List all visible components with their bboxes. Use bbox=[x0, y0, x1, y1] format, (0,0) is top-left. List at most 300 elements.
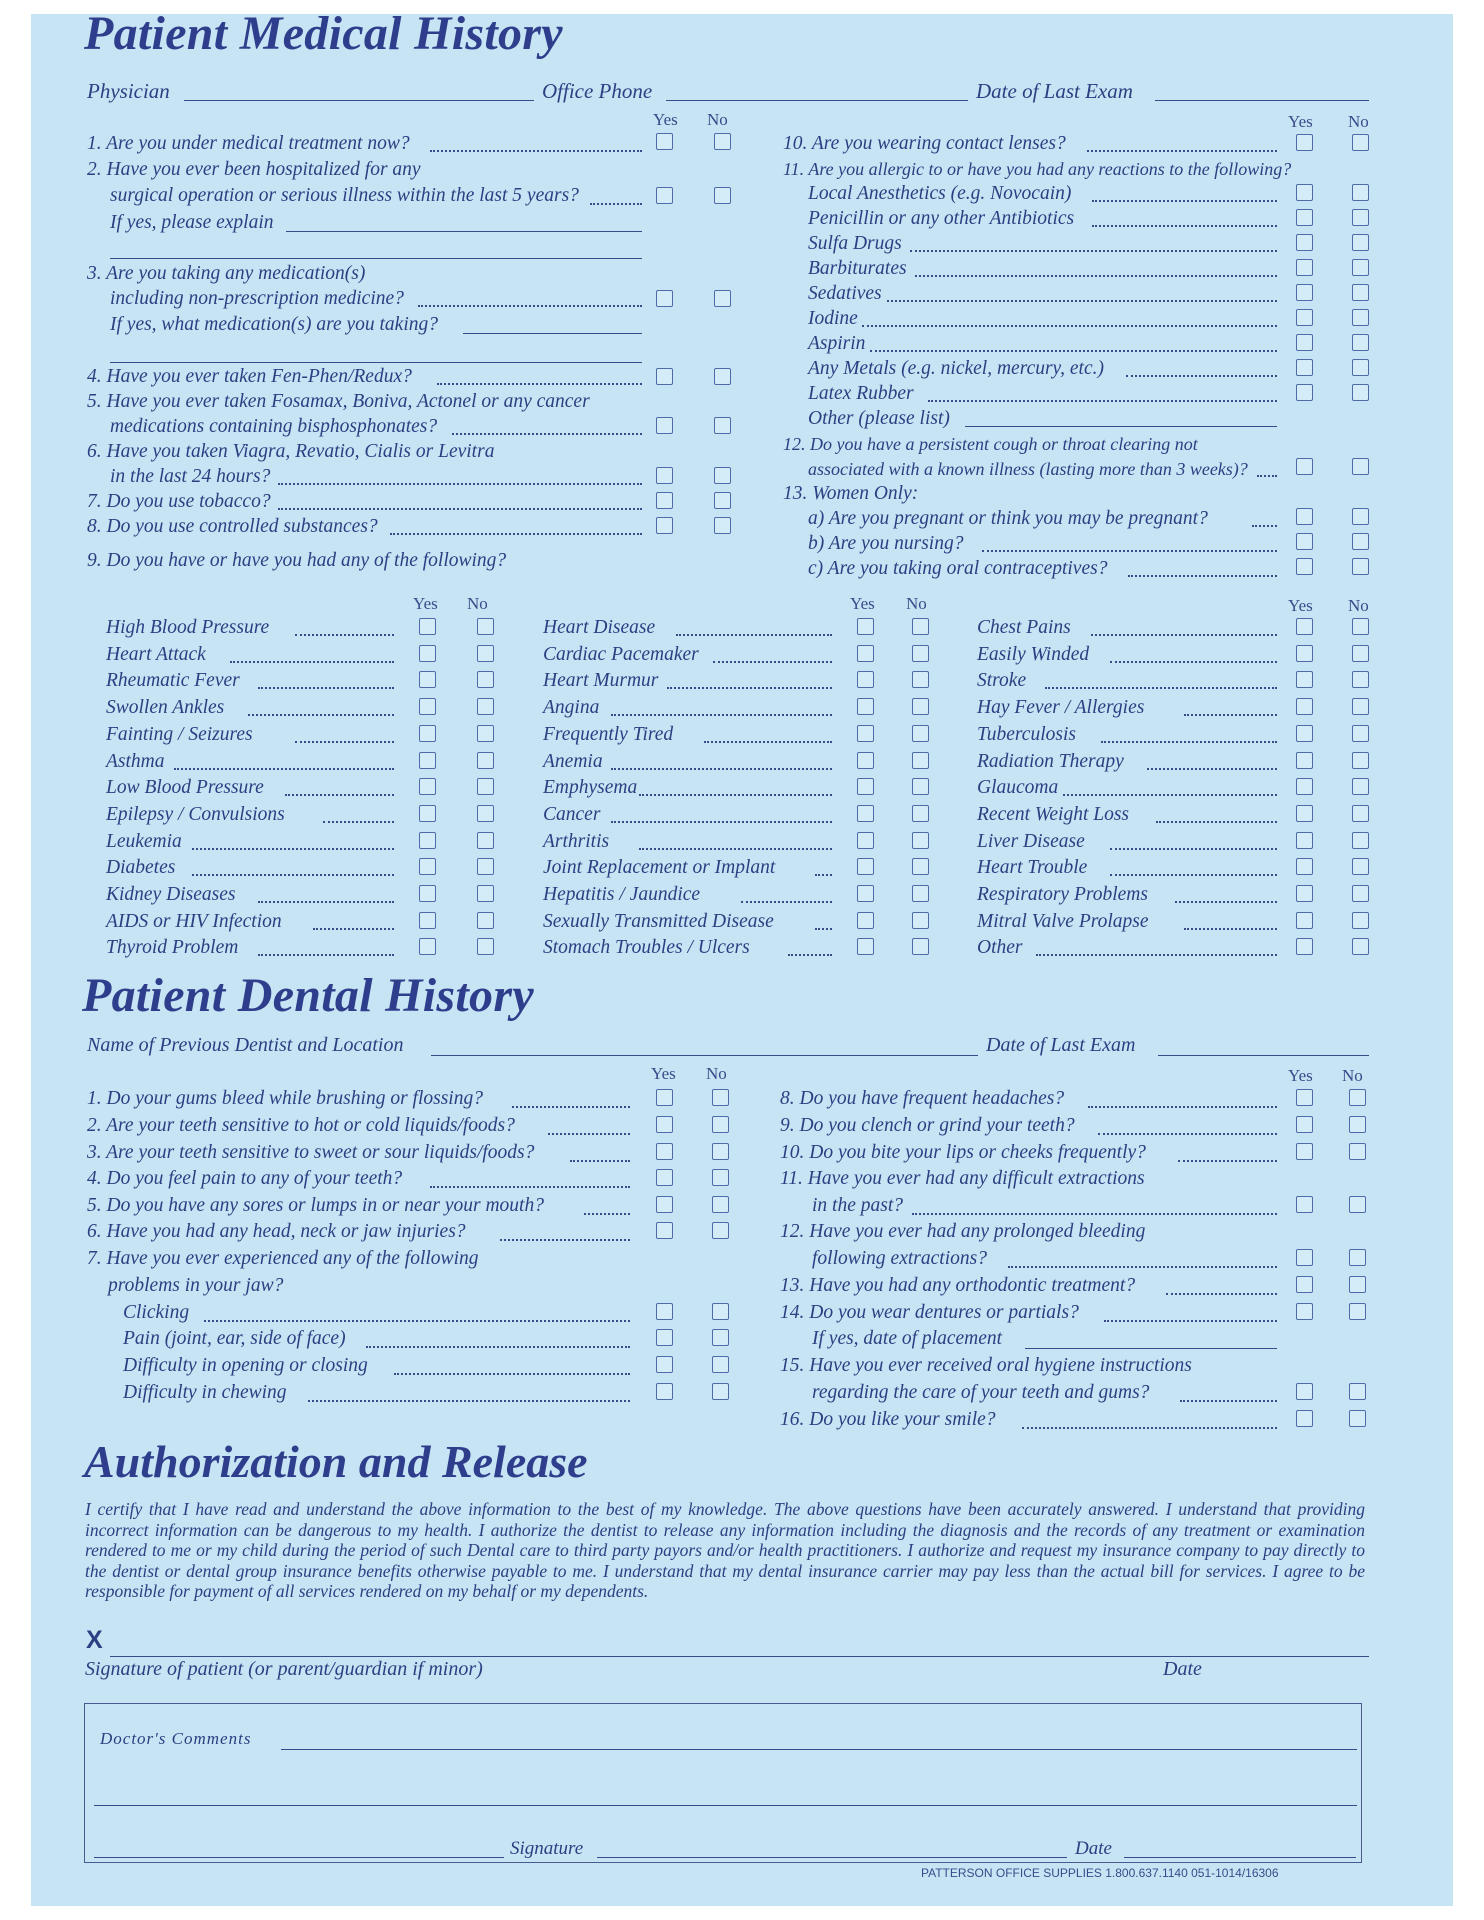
yes-checkbox[interactable] bbox=[1296, 1383, 1313, 1400]
condition-no-checkbox[interactable] bbox=[1352, 671, 1369, 688]
dental-question: Difficulty in chewing bbox=[123, 1382, 287, 1403]
no-header: No bbox=[1348, 112, 1369, 131]
dental-question: 8. Do you have frequent headaches? bbox=[780, 1088, 1065, 1109]
condition-no-checkbox[interactable] bbox=[912, 698, 929, 715]
condition-no-checkbox[interactable] bbox=[912, 725, 929, 742]
authorization-title: Authorization and Release bbox=[84, 1436, 588, 1487]
condition-yes-checkbox[interactable] bbox=[419, 778, 436, 795]
condition-label: Arthritis bbox=[543, 831, 610, 852]
condition-label: AIDS or HIV Infection bbox=[106, 911, 282, 932]
no-checkbox[interactable] bbox=[714, 467, 731, 484]
condition-label: Kidney Diseases bbox=[106, 884, 236, 905]
yes-checkbox[interactable] bbox=[656, 467, 673, 484]
other-allergy-field[interactable] bbox=[965, 426, 1277, 427]
condition-label: Mitral Valve Prolapse bbox=[977, 911, 1149, 932]
dental-question: 11. Have you ever had any difficult extractions bbox=[780, 1168, 1145, 1189]
no-checkbox[interactable] bbox=[1352, 558, 1369, 575]
explain-field-line2[interactable] bbox=[110, 258, 642, 259]
allergy-label: Penicillin or any other Antibiotics bbox=[808, 208, 1075, 229]
condition-no-checkbox[interactable] bbox=[477, 805, 494, 822]
allergy-label: Iodine bbox=[808, 308, 858, 329]
denture-date-field[interactable] bbox=[1025, 1348, 1277, 1349]
leader-dots bbox=[741, 901, 832, 903]
no-checkbox[interactable] bbox=[712, 1169, 729, 1186]
no-checkbox[interactable] bbox=[1352, 458, 1369, 475]
yes-checkbox[interactable] bbox=[656, 1329, 673, 1346]
yes-checkbox[interactable] bbox=[1296, 1196, 1313, 1213]
condition-yes-checkbox[interactable] bbox=[1296, 885, 1313, 902]
condition-yes-checkbox[interactable] bbox=[419, 725, 436, 742]
patient-signature-field[interactable] bbox=[110, 1656, 1369, 1657]
condition-yes-checkbox[interactable] bbox=[1296, 938, 1313, 955]
no-checkbox[interactable] bbox=[1352, 359, 1369, 376]
leader-dots bbox=[862, 325, 1277, 327]
condition-no-checkbox[interactable] bbox=[1352, 938, 1369, 955]
no-checkbox[interactable] bbox=[712, 1196, 729, 1213]
yes-checkbox[interactable] bbox=[1296, 259, 1313, 276]
yes-checkbox[interactable] bbox=[656, 1143, 673, 1160]
yes-checkbox[interactable] bbox=[1296, 533, 1313, 550]
leader-dots bbox=[1110, 848, 1277, 850]
condition-yes-checkbox[interactable] bbox=[419, 618, 436, 635]
condition-yes-checkbox[interactable] bbox=[1296, 671, 1313, 688]
yes-checkbox[interactable] bbox=[1296, 384, 1313, 401]
doctor-comments-line2[interactable] bbox=[94, 1805, 1357, 1806]
condition-label: Joint Replacement or Implant bbox=[543, 857, 776, 878]
condition-yes-checkbox[interactable] bbox=[1296, 698, 1313, 715]
leader-dots bbox=[323, 821, 394, 823]
leader-dots bbox=[1180, 1400, 1277, 1402]
condition-no-checkbox[interactable] bbox=[477, 938, 494, 955]
question-text: 11. Are you allergic to or have you had any reactions to the following? bbox=[783, 159, 1292, 179]
question-text: 6. Have you taken Viagra, Revatio, Cialis or Levitra bbox=[87, 441, 495, 462]
no-checkbox[interactable] bbox=[1349, 1276, 1366, 1293]
no-checkbox[interactable] bbox=[712, 1383, 729, 1400]
yes-checkbox[interactable] bbox=[656, 492, 673, 509]
dental-question: 9. Do you clench or grind your teeth? bbox=[780, 1115, 1075, 1136]
yes-checkbox[interactable] bbox=[656, 133, 673, 150]
leader-dots bbox=[1092, 225, 1277, 227]
condition-label: Chest Pains bbox=[977, 617, 1071, 638]
condition-no-checkbox[interactable] bbox=[477, 858, 494, 875]
dental-question: 5. Do you have any sores or lumps in or near your mouth? bbox=[87, 1195, 544, 1216]
question-text: b) Are you nursing? bbox=[808, 533, 964, 554]
condition-label: Frequently Tired bbox=[543, 724, 674, 745]
yes-header: Yes bbox=[1288, 112, 1313, 131]
leader-dots bbox=[430, 150, 642, 152]
question-text: a) Are you pregnant or think you may be pregnant? bbox=[808, 508, 1208, 529]
no-checkbox[interactable] bbox=[1352, 209, 1369, 226]
leader-dots bbox=[713, 661, 832, 663]
leader-dots bbox=[1184, 714, 1277, 716]
no-checkbox[interactable] bbox=[1352, 334, 1369, 351]
no-checkbox[interactable] bbox=[714, 492, 731, 509]
condition-no-checkbox[interactable] bbox=[477, 725, 494, 742]
yes-header: Yes bbox=[850, 594, 875, 613]
leader-dots bbox=[295, 634, 394, 636]
yes-checkbox[interactable] bbox=[1296, 184, 1313, 201]
yes-checkbox[interactable] bbox=[656, 517, 673, 534]
condition-no-checkbox[interactable] bbox=[912, 671, 929, 688]
yes-checkbox[interactable] bbox=[1296, 284, 1313, 301]
question-text: 5. Have you ever taken Fosamax, Boniva, Actonel or any cancer bbox=[87, 391, 590, 412]
yes-checkbox[interactable] bbox=[1296, 458, 1313, 475]
leader-dots bbox=[584, 1213, 630, 1215]
yes-checkbox[interactable] bbox=[656, 417, 673, 434]
condition-label: Heart Attack bbox=[106, 644, 206, 665]
condition-no-checkbox[interactable] bbox=[1352, 752, 1369, 769]
condition-yes-checkbox[interactable] bbox=[419, 832, 436, 849]
condition-no-checkbox[interactable] bbox=[912, 832, 929, 849]
leader-dots bbox=[204, 1320, 630, 1322]
no-checkbox[interactable] bbox=[712, 1303, 729, 1320]
leader-dots bbox=[590, 203, 642, 205]
no-header: No bbox=[1348, 596, 1369, 615]
condition-no-checkbox[interactable] bbox=[912, 858, 929, 875]
leader-dots bbox=[1178, 1160, 1277, 1162]
leader-dots bbox=[366, 1346, 630, 1348]
dental-question: following extractions? bbox=[812, 1248, 987, 1269]
condition-yes-checkbox[interactable] bbox=[1296, 778, 1313, 795]
condition-no-checkbox[interactable] bbox=[912, 805, 929, 822]
medications-field-line2[interactable] bbox=[110, 362, 642, 363]
medications-field[interactable] bbox=[463, 333, 642, 334]
leader-dots bbox=[611, 768, 832, 770]
condition-yes-checkbox[interactable] bbox=[419, 645, 436, 662]
question-text: 1. Are you under medical treatment now? bbox=[87, 133, 410, 154]
leader-dots bbox=[1128, 575, 1277, 577]
leader-dots bbox=[258, 687, 395, 689]
condition-no-checkbox[interactable] bbox=[912, 618, 929, 635]
condition-yes-checkbox[interactable] bbox=[419, 912, 436, 929]
leader-dots bbox=[611, 821, 832, 823]
condition-yes-checkbox[interactable] bbox=[857, 698, 874, 715]
leader-dots bbox=[258, 954, 395, 956]
condition-no-checkbox[interactable] bbox=[477, 618, 494, 635]
no-checkbox[interactable] bbox=[714, 368, 731, 385]
no-checkbox[interactable] bbox=[1352, 533, 1369, 550]
explain-field[interactable] bbox=[286, 231, 642, 232]
no-checkbox[interactable] bbox=[1352, 284, 1369, 301]
yes-checkbox[interactable] bbox=[656, 1169, 673, 1186]
condition-no-checkbox[interactable] bbox=[1352, 778, 1369, 795]
leader-dots bbox=[1088, 1106, 1277, 1108]
condition-no-checkbox[interactable] bbox=[912, 752, 929, 769]
yes-header: Yes bbox=[413, 594, 438, 613]
yes-header: Yes bbox=[651, 1064, 676, 1083]
yes-checkbox[interactable] bbox=[656, 1116, 673, 1133]
patient-signature-label: Signature of patient (or parent/guardian if minor) bbox=[85, 1658, 483, 1680]
footer-printer-info: PATTERSON OFFICE SUPPLIES 1.800.637.1140 051-1014/16306 bbox=[921, 1866, 1279, 1880]
office-phone-field[interactable] bbox=[666, 100, 968, 101]
condition-yes-checkbox[interactable] bbox=[857, 832, 874, 849]
no-checkbox[interactable] bbox=[1352, 309, 1369, 326]
condition-no-checkbox[interactable] bbox=[477, 752, 494, 769]
allergy-label: Local Anesthetics (e.g. Novocain) bbox=[808, 183, 1072, 204]
physician-label: Physician bbox=[87, 79, 170, 103]
dental-question: regarding the care of your teeth and gums? bbox=[812, 1382, 1150, 1403]
yes-checkbox[interactable] bbox=[656, 1089, 673, 1106]
condition-no-checkbox[interactable] bbox=[477, 671, 494, 688]
condition-yes-checkbox[interactable] bbox=[857, 778, 874, 795]
no-checkbox[interactable] bbox=[1349, 1303, 1366, 1320]
leader-dots bbox=[313, 928, 394, 930]
yes-checkbox[interactable] bbox=[656, 1196, 673, 1213]
condition-label: Asthma bbox=[106, 751, 165, 772]
condition-label: Heart Disease bbox=[543, 617, 656, 638]
no-checkbox[interactable] bbox=[712, 1222, 729, 1239]
condition-yes-checkbox[interactable] bbox=[857, 938, 874, 955]
doctor-signature-field[interactable] bbox=[597, 1857, 1067, 1858]
yes-checkbox[interactable] bbox=[1296, 1143, 1313, 1160]
leader-dots bbox=[1166, 1293, 1277, 1295]
authorization-text: I certify that I have read and understand the above information to the best of my knowledge. The above questions have been accurately answered. I understand that providing incorrect information can be dangerous to my health. I authorize the dentist to release any information including the diagnosis and the records of any treatment or examination rendered to me or my child during the period of such Dental care to third party payors and/or health practitioners. I authorize and request my insurance company to pay directly to the dentist or dental group insurance benefits otherwise payable to me. I understand that my dental insurance carrier may pay less than the actual bill for services. I agree to be responsible for payment of all services rendered on my behalf or my dependents. bbox=[85, 1499, 1365, 1601]
question-text: 7. Do you use tobacco? bbox=[87, 491, 271, 512]
condition-yes-checkbox[interactable] bbox=[857, 725, 874, 742]
prev-dentist-field[interactable] bbox=[431, 1055, 978, 1056]
yes-checkbox[interactable] bbox=[656, 1383, 673, 1400]
leader-dots bbox=[915, 275, 1277, 277]
yes-checkbox[interactable] bbox=[656, 290, 673, 307]
condition-yes-checkbox[interactable] bbox=[419, 885, 436, 902]
no-checkbox[interactable] bbox=[1349, 1249, 1366, 1266]
leader-dots bbox=[910, 250, 1277, 252]
dental-question: 10. Do you bite your lips or cheeks frequently? bbox=[780, 1142, 1146, 1163]
yes-checkbox[interactable] bbox=[1296, 334, 1313, 351]
leader-dots bbox=[1101, 741, 1277, 743]
condition-label: Easily Winded bbox=[977, 644, 1090, 665]
question-text: medications containing bisphosphonates? bbox=[110, 416, 438, 437]
condition-yes-checkbox[interactable] bbox=[1296, 912, 1313, 929]
condition-no-checkbox[interactable] bbox=[1352, 912, 1369, 929]
condition-no-checkbox[interactable] bbox=[477, 912, 494, 929]
leader-dots bbox=[1022, 1427, 1277, 1429]
no-checkbox[interactable] bbox=[1352, 508, 1369, 525]
condition-no-checkbox[interactable] bbox=[912, 912, 929, 929]
condition-label: Sexually Transmitted Disease bbox=[543, 911, 774, 932]
dental-question: Difficulty in opening or closing bbox=[123, 1355, 368, 1376]
allergy-label: Sulfa Drugs bbox=[808, 233, 902, 254]
yes-checkbox[interactable] bbox=[1296, 234, 1313, 251]
yes-checkbox[interactable] bbox=[1296, 359, 1313, 376]
yes-checkbox[interactable] bbox=[1296, 1089, 1313, 1106]
yes-checkbox[interactable] bbox=[1296, 1410, 1313, 1427]
last-exam-field[interactable] bbox=[1155, 100, 1369, 101]
condition-label: Heart Trouble bbox=[977, 857, 1088, 878]
no-checkbox[interactable] bbox=[712, 1356, 729, 1373]
question-text: in the last 24 hours? bbox=[110, 466, 271, 487]
yes-checkbox[interactable] bbox=[656, 368, 673, 385]
leader-dots bbox=[1036, 954, 1278, 956]
condition-yes-checkbox[interactable] bbox=[419, 805, 436, 822]
prev-dentist-label: Name of Previous Dentist and Location bbox=[87, 1034, 404, 1056]
condition-yes-checkbox[interactable] bbox=[857, 858, 874, 875]
question-text: 10. Are you wearing contact lenses? bbox=[783, 133, 1066, 154]
condition-no-checkbox[interactable] bbox=[912, 885, 929, 902]
condition-label: Stomach Troubles / Ulcers bbox=[543, 937, 750, 958]
no-checkbox[interactable] bbox=[1349, 1383, 1366, 1400]
condition-no-checkbox[interactable] bbox=[477, 885, 494, 902]
yes-checkbox[interactable] bbox=[1296, 1249, 1313, 1266]
dental-last-exam-field[interactable] bbox=[1158, 1055, 1369, 1056]
condition-no-checkbox[interactable] bbox=[477, 645, 494, 662]
condition-yes-checkbox[interactable] bbox=[857, 805, 874, 822]
no-checkbox[interactable] bbox=[714, 417, 731, 434]
allergy-label: Barbiturates bbox=[808, 258, 907, 279]
condition-yes-checkbox[interactable] bbox=[857, 645, 874, 662]
question-text: 3. Are you taking any medication(s) bbox=[87, 263, 366, 284]
dental-question: 4. Do you feel pain to any of your teeth? bbox=[87, 1168, 403, 1189]
doctor-date-field[interactable] bbox=[1124, 1857, 1356, 1858]
condition-yes-checkbox[interactable] bbox=[857, 618, 874, 635]
yes-checkbox[interactable] bbox=[656, 1303, 673, 1320]
leader-dots bbox=[912, 1213, 1277, 1215]
no-checkbox[interactable] bbox=[1352, 234, 1369, 251]
leader-dots bbox=[295, 741, 394, 743]
doctor-comments-line3[interactable] bbox=[94, 1857, 504, 1858]
condition-no-checkbox[interactable] bbox=[477, 778, 494, 795]
dental-question: 2. Are your teeth sensitive to hot or cold liquids/foods? bbox=[87, 1115, 515, 1136]
condition-no-checkbox[interactable] bbox=[1352, 698, 1369, 715]
condition-no-checkbox[interactable] bbox=[1352, 858, 1369, 875]
no-checkbox[interactable] bbox=[714, 290, 731, 307]
condition-yes-checkbox[interactable] bbox=[419, 938, 436, 955]
condition-no-checkbox[interactable] bbox=[912, 938, 929, 955]
condition-no-checkbox[interactable] bbox=[477, 698, 494, 715]
no-checkbox[interactable] bbox=[1352, 259, 1369, 276]
allergy-label: Sedatives bbox=[808, 283, 882, 304]
yes-checkbox[interactable] bbox=[1296, 508, 1313, 525]
yes-checkbox[interactable] bbox=[1296, 1303, 1313, 1320]
leader-dots bbox=[982, 550, 1277, 552]
leader-dots bbox=[1092, 200, 1277, 202]
yes-checkbox[interactable] bbox=[1296, 134, 1313, 151]
condition-label: Hay Fever / Allergies bbox=[977, 697, 1145, 718]
condition-yes-checkbox[interactable] bbox=[419, 858, 436, 875]
no-checkbox[interactable] bbox=[1349, 1089, 1366, 1106]
no-checkbox[interactable] bbox=[1349, 1196, 1366, 1213]
leader-dots bbox=[667, 687, 832, 689]
yes-header: Yes bbox=[1288, 596, 1313, 615]
no-checkbox[interactable] bbox=[712, 1089, 729, 1106]
doctor-comments-field[interactable] bbox=[281, 1749, 1357, 1750]
condition-no-checkbox[interactable] bbox=[1352, 805, 1369, 822]
condition-no-checkbox[interactable] bbox=[1352, 832, 1369, 849]
no-checkbox[interactable] bbox=[1349, 1143, 1366, 1160]
leader-dots bbox=[1156, 821, 1277, 823]
leader-dots bbox=[174, 768, 394, 770]
yes-checkbox[interactable] bbox=[1296, 309, 1313, 326]
yes-checkbox[interactable] bbox=[1296, 209, 1313, 226]
dental-history-title: Patient Dental History bbox=[82, 969, 534, 1022]
question-text: 4. Have you ever taken Fen-Phen/Redux? bbox=[87, 366, 412, 387]
condition-yes-checkbox[interactable] bbox=[857, 671, 874, 688]
question-text: including non-prescription medicine? bbox=[110, 288, 404, 309]
leader-dots bbox=[278, 508, 642, 510]
condition-yes-checkbox[interactable] bbox=[1296, 805, 1313, 822]
condition-no-checkbox[interactable] bbox=[1352, 725, 1369, 742]
condition-yes-checkbox[interactable] bbox=[857, 752, 874, 769]
no-checkbox[interactable] bbox=[712, 1143, 729, 1160]
no-checkbox[interactable] bbox=[1352, 384, 1369, 401]
no-checkbox[interactable] bbox=[712, 1116, 729, 1133]
no-checkbox[interactable] bbox=[1349, 1410, 1366, 1427]
dental-question: Pain (joint, ear, side of face) bbox=[123, 1328, 346, 1349]
condition-no-checkbox[interactable] bbox=[912, 778, 929, 795]
no-checkbox[interactable] bbox=[714, 133, 731, 150]
leader-dots bbox=[512, 1106, 630, 1108]
condition-no-checkbox[interactable] bbox=[1352, 645, 1369, 662]
leader-dots bbox=[500, 1239, 630, 1241]
condition-yes-checkbox[interactable] bbox=[1296, 725, 1313, 742]
leader-dots bbox=[639, 794, 832, 796]
condition-no-checkbox[interactable] bbox=[477, 832, 494, 849]
condition-yes-checkbox[interactable] bbox=[857, 885, 874, 902]
leader-dots bbox=[1126, 375, 1277, 377]
leader-dots bbox=[611, 714, 832, 716]
physician-field[interactable] bbox=[184, 100, 534, 101]
no-checkbox[interactable] bbox=[714, 517, 731, 534]
no-checkbox[interactable] bbox=[1352, 184, 1369, 201]
condition-yes-checkbox[interactable] bbox=[857, 912, 874, 929]
condition-yes-checkbox[interactable] bbox=[1296, 752, 1313, 769]
leader-dots bbox=[308, 1400, 630, 1402]
yes-checkbox[interactable] bbox=[656, 187, 673, 204]
yes-checkbox[interactable] bbox=[1296, 1276, 1313, 1293]
dental-question: 14. Do you wear dentures or partials? bbox=[780, 1302, 1079, 1323]
no-checkbox[interactable] bbox=[714, 187, 731, 204]
question-text: 8. Do you use controlled substances? bbox=[87, 516, 378, 537]
leader-dots bbox=[1252, 525, 1277, 527]
condition-no-checkbox[interactable] bbox=[1352, 885, 1369, 902]
condition-yes-checkbox[interactable] bbox=[1296, 858, 1313, 875]
condition-label: Other bbox=[977, 937, 1023, 958]
condition-no-checkbox[interactable] bbox=[1352, 618, 1369, 635]
condition-yes-checkbox[interactable] bbox=[419, 671, 436, 688]
condition-label: Angina bbox=[543, 697, 600, 718]
patient-date-label: Date bbox=[1163, 1658, 1202, 1680]
condition-label: Anemia bbox=[543, 751, 603, 772]
yes-checkbox[interactable] bbox=[1296, 1116, 1313, 1133]
condition-label: Rheumatic Fever bbox=[106, 670, 240, 691]
condition-yes-checkbox[interactable] bbox=[1296, 645, 1313, 662]
office-phone-label: Office Phone bbox=[542, 79, 653, 103]
leader-dots bbox=[1175, 901, 1277, 903]
condition-yes-checkbox[interactable] bbox=[1296, 832, 1313, 849]
leader-dots bbox=[570, 1160, 630, 1162]
leader-dots bbox=[1045, 687, 1277, 689]
leader-dots bbox=[248, 714, 394, 716]
yes-checkbox[interactable] bbox=[1296, 558, 1313, 575]
condition-label: Fainting / Seizures bbox=[106, 724, 253, 745]
leader-dots bbox=[1110, 874, 1277, 876]
no-header: No bbox=[467, 594, 488, 613]
question-text: If yes, please explain bbox=[110, 212, 274, 233]
no-checkbox[interactable] bbox=[1352, 134, 1369, 151]
no-checkbox[interactable] bbox=[1349, 1116, 1366, 1133]
condition-yes-checkbox[interactable] bbox=[1296, 618, 1313, 635]
no-checkbox[interactable] bbox=[712, 1329, 729, 1346]
condition-label: Hepatitis / Jaundice bbox=[543, 884, 701, 905]
leader-dots bbox=[815, 874, 832, 876]
doctor-signature-label: Signature bbox=[510, 1838, 584, 1859]
condition-no-checkbox[interactable] bbox=[912, 645, 929, 662]
yes-checkbox[interactable] bbox=[656, 1222, 673, 1239]
doctor-comments-box bbox=[84, 1703, 1362, 1863]
condition-yes-checkbox[interactable] bbox=[419, 698, 436, 715]
condition-yes-checkbox[interactable] bbox=[419, 752, 436, 769]
yes-checkbox[interactable] bbox=[656, 1356, 673, 1373]
